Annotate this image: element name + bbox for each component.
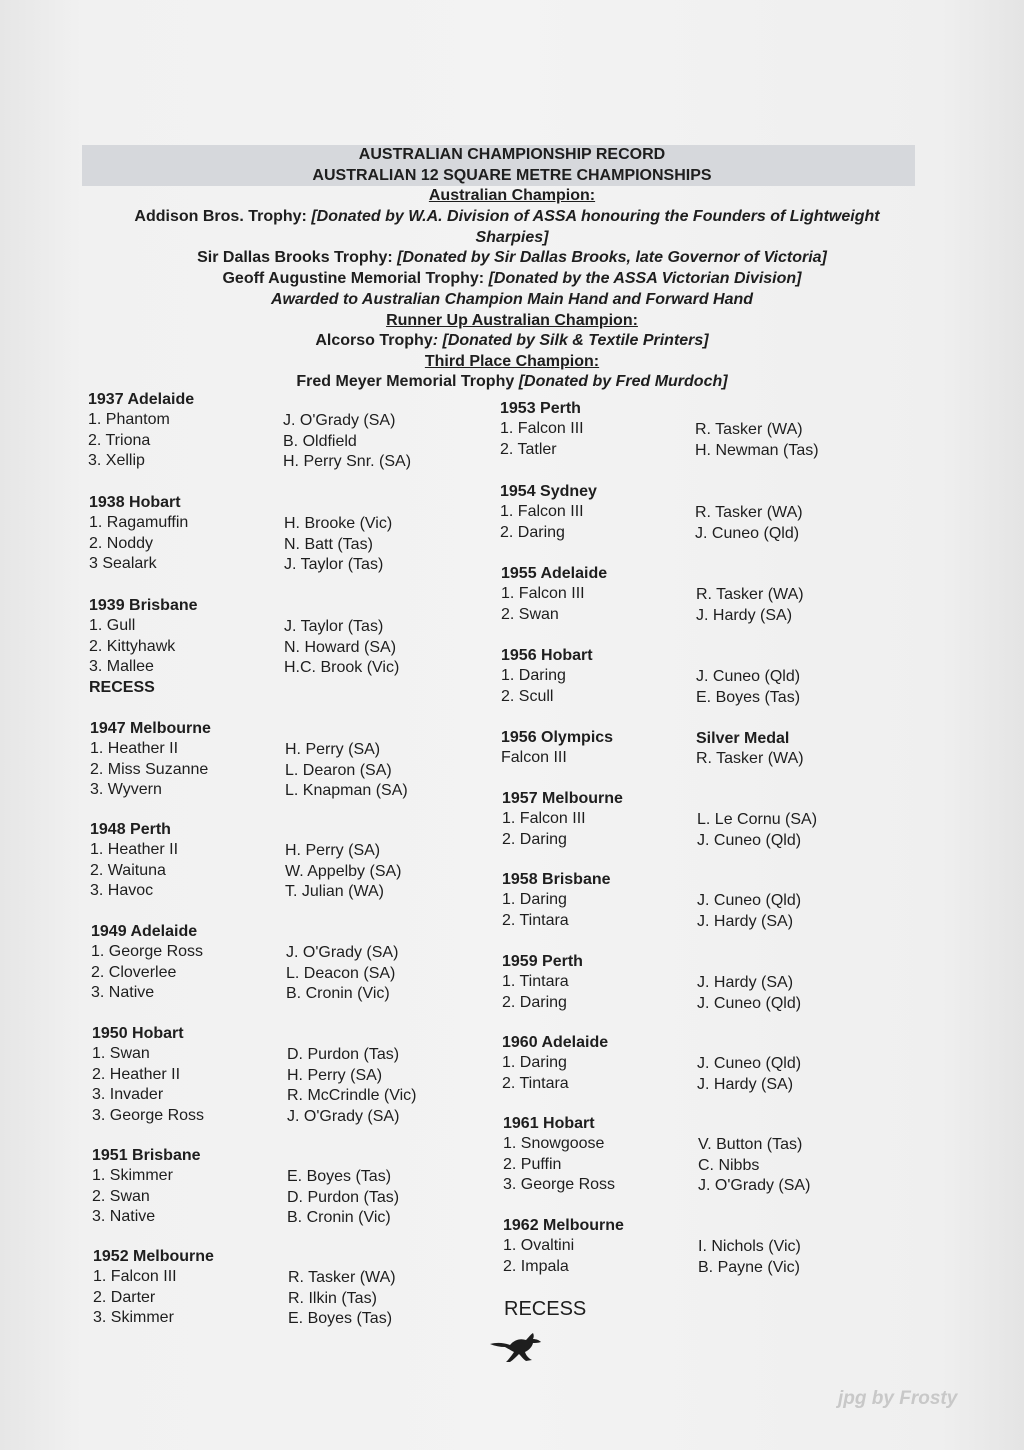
entry-year-venue: 1947 Melbourne	[90, 720, 211, 737]
skipper-name: L. Le Cornu (SA)	[697, 811, 818, 828]
boat-name: 2. Daring	[502, 830, 567, 848]
skipper-name: J. Cuneo (Qld)	[697, 994, 802, 1012]
third-place-heading: Third Place Champion:	[424, 353, 600, 370]
skipper-name: J. Taylor (Tas)	[284, 556, 384, 573]
boat-name: 1. Falcon III	[502, 810, 586, 827]
championship-entry	[502, 789, 818, 850]
addison-trophy-note: [Donated by W.A. Division of ASSA honouring the Founders of Lightweight	[311, 208, 880, 225]
result-row	[90, 739, 381, 760]
result-row	[90, 861, 402, 882]
boat-name: 1. Daring	[502, 1054, 567, 1071]
brooks-trophy-note: [Donated by Sir Dallas Brooks, late Governor of Victoria]	[397, 249, 827, 266]
skipper-name: J. O'Grady (SA)	[286, 944, 399, 961]
skipper-name: R. Tasker (WA)	[288, 1269, 396, 1286]
final-recess: RECESS	[504, 1298, 587, 1320]
boat-name: 2. Daring	[500, 523, 565, 541]
medal-label: Silver Medal	[696, 730, 790, 747]
skipper-name: H. Perry (SA)	[285, 741, 381, 758]
skipper-name: B. Cronin (Vic)	[286, 985, 390, 1002]
skipper-name: N. Howard (SA)	[284, 638, 397, 656]
boat-name: 3. Xellip	[88, 452, 145, 469]
result-row	[502, 890, 802, 911]
championship-entry	[500, 399, 819, 460]
boat-name: 1. Falcon III	[501, 585, 585, 602]
champion-heading: Australian Champion:	[428, 187, 596, 204]
brooks-trophy-line	[60, 248, 964, 268]
recess-label: RECESS	[89, 678, 155, 696]
boat-name: 2. Waituna	[90, 861, 166, 879]
skipper-name: H. Newman (Tas)	[695, 441, 819, 459]
result-row	[88, 451, 412, 472]
entry-year-venue: 1957 Melbourne	[502, 790, 623, 807]
skipper-name: W. Appelby (SA)	[285, 862, 402, 880]
boat-name: 3. Native	[92, 1208, 156, 1225]
boat-name: 1. Heather II	[90, 740, 179, 757]
result-row	[501, 605, 793, 626]
augustine-trophy-label: Geoff Augustine Memorial Trophy:	[222, 270, 489, 287]
augustine-trophy-line	[60, 269, 964, 289]
skipper-name: H.C. Brook (Vic)	[284, 659, 400, 676]
skipper-name: H. Perry Snr. (SA)	[283, 453, 412, 470]
boat-name: 2. Noddy	[89, 534, 154, 552]
entry-year-venue: 1962 Melbourne	[503, 1217, 624, 1234]
boat-name: 1. Daring	[501, 667, 566, 684]
result-row	[89, 637, 397, 658]
skipper-name: L. Dearon (SA)	[285, 761, 392, 779]
skipper-name: L. Deacon (SA)	[286, 964, 396, 982]
meyer-trophy-label: Fred Meyer Memorial Trophy	[296, 373, 519, 390]
skipper-name: H. Brooke (Vic)	[284, 515, 393, 532]
skipper-name: L. Knapman (SA)	[285, 782, 408, 799]
result-row	[501, 748, 804, 769]
addison-trophy-line	[55, 207, 959, 227]
brooks-trophy-label: Sir Dallas Brooks Trophy:	[197, 249, 398, 266]
skipper-name: J. Cuneo (Qld)	[697, 892, 802, 909]
alcorso-trophy-label: Alcorso Trophy	[315, 332, 433, 349]
boat-name: 3. Skimmer	[93, 1309, 174, 1326]
skipper-name: J. Cuneo (Qld)	[697, 831, 802, 849]
boat-name: 1. Falcon III	[500, 503, 584, 520]
championship-entry	[88, 390, 412, 472]
result-row	[500, 523, 800, 544]
result-row	[91, 983, 390, 1004]
result-row	[503, 1134, 803, 1155]
result-row	[92, 1207, 391, 1228]
skipper-name: E. Boyes (Tas)	[287, 1168, 392, 1185]
result-row	[502, 1053, 802, 1074]
boat-name: 1. Tintara	[502, 973, 569, 990]
boat-name: 1. Skimmer	[92, 1167, 173, 1184]
skipper-name: T. Julian (WA)	[285, 883, 384, 900]
skipper-name: J. Hardy (SA)	[696, 606, 793, 624]
boat-name: 3. Invader	[92, 1086, 164, 1103]
skipper-name: D. Purdon (Tas)	[287, 1188, 400, 1206]
championship-entry	[501, 646, 801, 707]
result-row	[92, 1187, 400, 1208]
entry-year-venue: 1956 Hobart	[501, 647, 593, 664]
boat-name: 2. Puffin	[503, 1155, 562, 1173]
result-row	[92, 1085, 417, 1106]
entry-year-venue: 1959 Perth	[502, 953, 583, 970]
skipper-name: R. Tasker (WA)	[696, 586, 804, 603]
result-row	[501, 666, 801, 687]
skipper-name: C. Nibbs	[698, 1156, 760, 1174]
skipper-name: V. Button (Tas)	[698, 1136, 803, 1153]
result-row	[502, 993, 802, 1014]
alcorso-trophy-line	[60, 331, 964, 351]
result-row	[92, 1106, 400, 1127]
result-row	[502, 1074, 794, 1095]
kangaroo-icon	[488, 1330, 544, 1364]
boat-name: 2. Darter	[93, 1288, 156, 1306]
addison-trophy-note-cont: Sharpies]	[475, 229, 549, 246]
result-row	[503, 1155, 760, 1176]
skipper-name: J. O'Grady (SA)	[283, 412, 396, 429]
skipper-name: N. Batt (Tas)	[284, 535, 373, 553]
watermark: jpg by Frosty	[838, 1388, 958, 1409]
result-row	[500, 502, 803, 523]
boat-name: 3. George Ross	[503, 1176, 616, 1193]
result-row	[90, 840, 381, 861]
meyer-trophy-note: [Donated by Fred Murdoch]	[518, 373, 728, 390]
championship-entry	[501, 728, 804, 769]
championship-entry	[89, 596, 400, 698]
alcorso-trophy-note: : [Donated by Silk & Textile Printers]	[432, 332, 709, 349]
skipper-name: J. Cuneo (Qld)	[697, 1055, 802, 1072]
championship-entry	[92, 1024, 417, 1126]
skipper-name: R. Tasker (WA)	[695, 504, 803, 521]
result-row	[500, 440, 819, 461]
skipper-name: J. Taylor (Tas)	[284, 618, 384, 635]
result-row	[89, 534, 373, 555]
entry-year-venue: 1954 Sydney	[500, 483, 597, 500]
skipper-name: D. Purdon (Tas)	[287, 1046, 400, 1063]
awarded-line: Awarded to Australian Champion Main Hand and Forward Hand	[270, 291, 754, 308]
championship-entry	[89, 493, 393, 575]
result-row	[503, 1236, 801, 1257]
skipper-name: R. McCrindle (Vic)	[287, 1087, 417, 1104]
skipper-name: E. Boyes (Tas)	[696, 688, 801, 706]
result-row	[89, 657, 400, 678]
boat-name: 1. Swan	[92, 1045, 150, 1062]
entry-year-venue: 1960 Adelaide	[502, 1034, 609, 1051]
meyer-trophy-line	[60, 372, 964, 392]
boat-name: 1. Ragamuffin	[89, 514, 189, 531]
entry-year-venue: 1950 Hobart	[92, 1025, 184, 1042]
entry-year-venue: 1939 Brisbane	[89, 597, 198, 614]
championship-entry	[92, 1146, 400, 1228]
skipper-name: R. Tasker (WA)	[696, 750, 804, 767]
championship-entry	[93, 1247, 396, 1329]
championship-entry	[500, 482, 803, 543]
boat-name: 2. Swan	[92, 1187, 150, 1205]
result-row	[502, 911, 794, 932]
boat-name: 2. Tintara	[502, 911, 569, 929]
championship-entry	[502, 1033, 802, 1094]
entry-year-venue: 1951 Brisbane	[92, 1147, 201, 1164]
result-row	[503, 1175, 811, 1196]
entry-year-venue: 1938 Hobart	[89, 494, 181, 511]
championship-entry	[502, 952, 802, 1013]
result-row	[93, 1288, 377, 1309]
skipper-name: I. Nichols (Vic)	[698, 1238, 801, 1255]
boat-name: 2. Scull	[501, 687, 554, 705]
boat-name: 3. Wyvern	[90, 781, 162, 798]
boat-name: 1. George Ross	[91, 943, 204, 960]
boat-name: 1. Phantom	[88, 411, 170, 428]
result-row	[502, 809, 818, 830]
skipper-name: B. Payne (Vic)	[698, 1258, 800, 1276]
boat-name: 2. Triona	[88, 431, 151, 449]
boat-name: 1. Ovaltini	[503, 1237, 575, 1254]
result-row	[501, 687, 801, 708]
championship-entry	[503, 1216, 801, 1277]
addison-trophy-label: Addison Bros. Trophy:	[134, 208, 312, 225]
skipper-name: J. O'Grady (SA)	[287, 1107, 400, 1125]
skipper-name: J. Cuneo (Qld)	[695, 524, 800, 542]
record-title: AUSTRALIAN CHAMPIONSHIP RECORD	[358, 146, 666, 163]
boat-name: 2. Tatler	[500, 440, 557, 458]
boat-name: 3. Native	[91, 984, 155, 1001]
boat-name: 1. Falcon III	[93, 1268, 177, 1285]
championship-entry	[90, 820, 402, 902]
result-row	[503, 1257, 800, 1278]
result-row	[90, 780, 408, 801]
championship-entry	[91, 922, 399, 1004]
boat-name: 3 Sealark	[89, 555, 157, 572]
boat-name: 2. Tintara	[502, 1074, 569, 1092]
skipper-name: H. Perry (SA)	[285, 842, 381, 859]
skipper-name: J. Cuneo (Qld)	[696, 668, 801, 685]
result-row	[89, 616, 384, 637]
boat-name: 3. Mallee	[89, 658, 154, 675]
championship-entry	[90, 719, 408, 801]
result-row	[93, 1267, 396, 1288]
result-row	[500, 419, 803, 440]
championship-entry	[503, 1114, 811, 1196]
championship-entry	[502, 870, 802, 931]
result-row	[502, 830, 802, 851]
boat-name: 2. Heather II	[92, 1065, 181, 1083]
result-row	[88, 410, 396, 431]
skipper-name: J. O'Grady (SA)	[698, 1177, 811, 1194]
boat-name: 2. Cloverlee	[91, 963, 177, 981]
skipper-name: J. Hardy (SA)	[697, 1075, 794, 1093]
result-row	[501, 584, 804, 605]
entry-year-venue: 1952 Melbourne	[93, 1248, 214, 1265]
skipper-name: H. Perry (SA)	[287, 1066, 383, 1084]
result-row	[90, 760, 392, 781]
entry-year-venue: 1955 Adelaide	[501, 565, 608, 582]
result-row	[92, 1065, 383, 1086]
entry-year-venue: 1949 Adelaide	[91, 923, 198, 940]
result-row	[92, 1166, 392, 1187]
entry-year-venue: 1958 Brisbane	[502, 871, 611, 888]
skipper-name: J. Hardy (SA)	[697, 912, 794, 930]
boat-name: 1. Heather II	[90, 841, 179, 858]
boat-name: 2. Kittyhawk	[89, 637, 176, 655]
skipper-name: R. Tasker (WA)	[695, 421, 803, 438]
result-row	[91, 942, 399, 963]
skipper-name: R. Ilkin (Tas)	[288, 1289, 377, 1307]
result-row	[91, 963, 396, 984]
skipper-name: E. Boyes (Tas)	[288, 1310, 393, 1327]
skipper-name: J. Hardy (SA)	[697, 974, 794, 991]
boat-name: 2. Swan	[501, 605, 559, 623]
entry-year-venue: 1948 Perth	[90, 821, 171, 838]
boat-name: 3. George Ross	[92, 1106, 205, 1124]
skipper-name: B. Oldfield	[283, 432, 357, 450]
result-row	[89, 513, 393, 534]
entry-year-venue: 1937 Adelaide	[88, 391, 195, 408]
runner-up-heading: Runner Up Australian Champion:	[386, 312, 638, 329]
augustine-trophy-note: [Donated by the ASSA Victorian Division]	[488, 270, 802, 287]
boat-name: 2. Impala	[503, 1257, 569, 1275]
boat-name: 1. Falcon III	[500, 420, 584, 437]
boat-name: 1. Gull	[89, 617, 136, 634]
result-row	[92, 1044, 400, 1065]
boat-name: 2. Daring	[502, 993, 567, 1011]
championship-entry	[501, 564, 804, 625]
result-row	[90, 881, 384, 902]
boat-name: 2. Miss Suzanne	[90, 760, 209, 778]
entry-year-venue: 1953 Perth	[500, 400, 581, 417]
boat-name: 1. Daring	[502, 891, 567, 908]
result-row	[502, 972, 794, 993]
boat-name: 1. Snowgoose	[503, 1135, 605, 1152]
result-row	[93, 1308, 393, 1329]
boat-name: Falcon III	[501, 749, 567, 766]
skipper-name: B. Cronin (Vic)	[287, 1209, 391, 1226]
championships-title: AUSTRALIAN 12 SQUARE METRE CHAMPIONSHIPS	[312, 167, 712, 184]
result-row	[88, 431, 357, 452]
result-row	[89, 554, 384, 575]
entry-year-venue: 1956 Olympics	[501, 729, 614, 746]
boat-name: 3. Havoc	[90, 882, 154, 899]
entry-year-venue: 1961 Hobart	[503, 1115, 595, 1132]
